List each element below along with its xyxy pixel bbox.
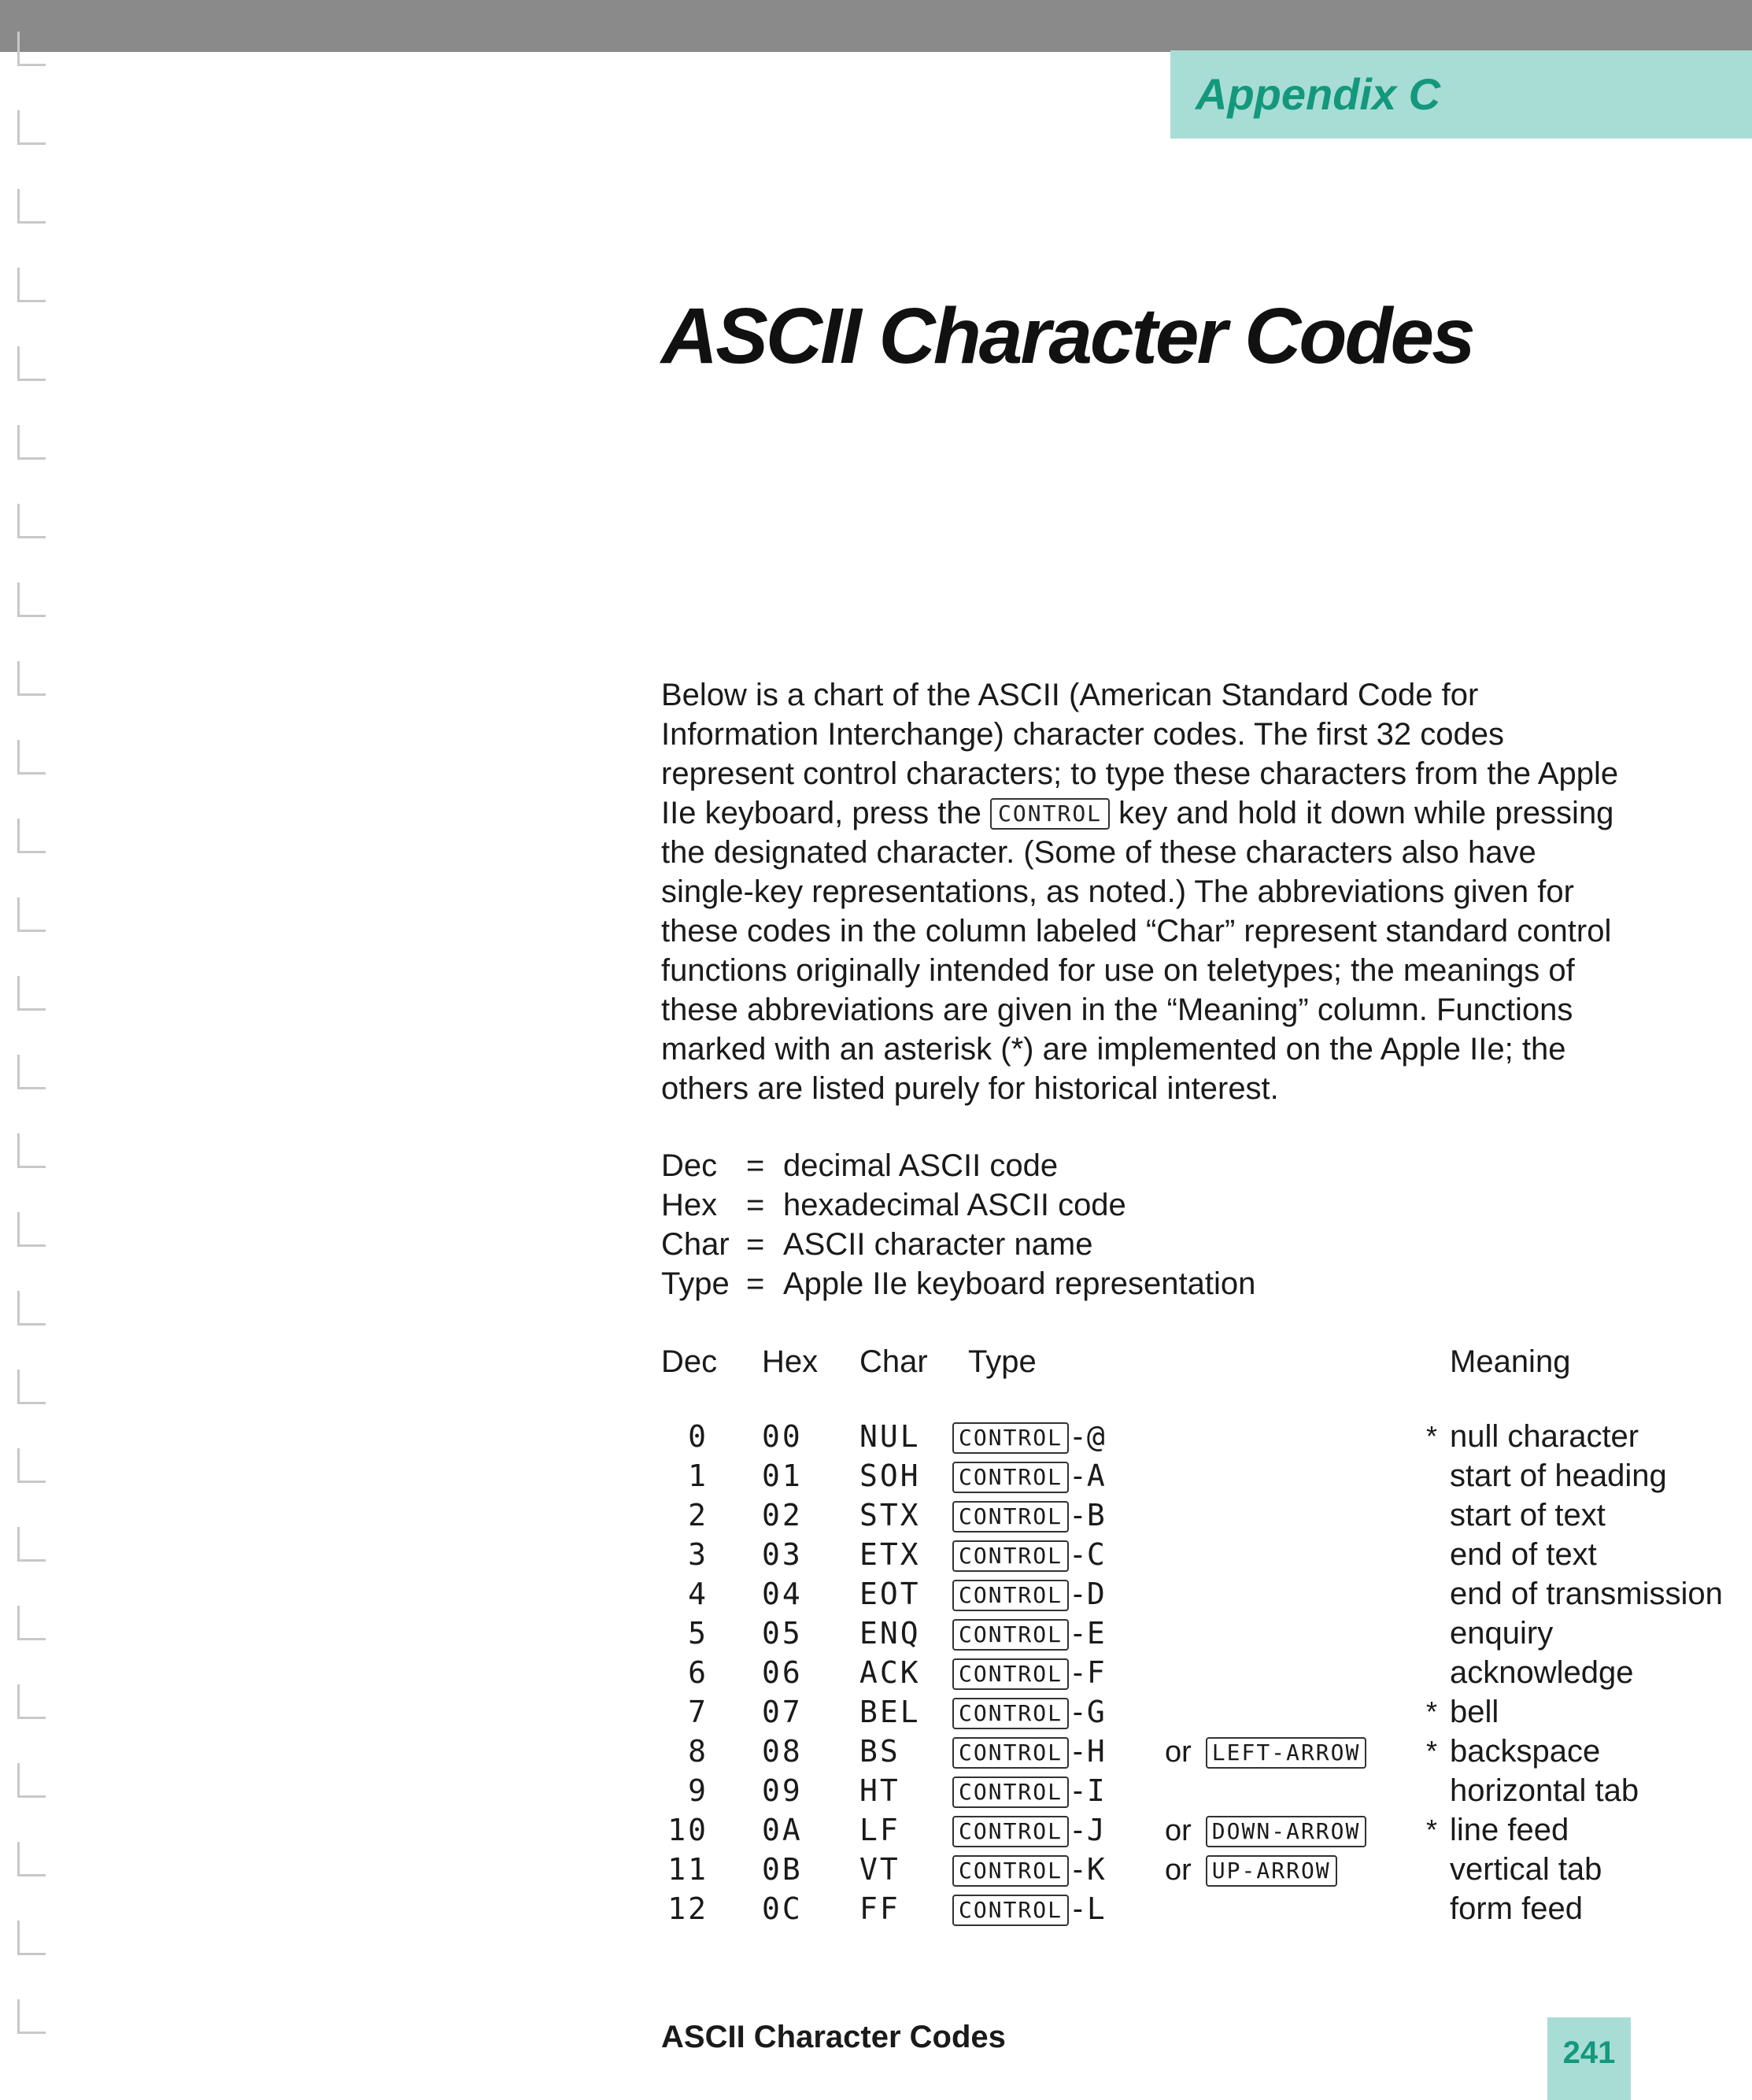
cell-dec: 5 [688, 1616, 708, 1651]
binding-ring [17, 1291, 46, 1325]
cell-type [952, 1614, 1105, 1653]
cell-hex: 00 [762, 1419, 803, 1454]
key-suffix: -H [1069, 1734, 1105, 1769]
table-row [661, 1889, 1747, 1928]
cell-dec: 4 [688, 1577, 708, 1611]
key-suffix: -E [1069, 1616, 1105, 1651]
legend-definition: ASCII character name [783, 1227, 1093, 1262]
key-suffix: -C [1069, 1537, 1105, 1572]
control-key-cap: CONTROL [952, 1698, 1069, 1729]
cell-char: FF [859, 1891, 900, 1926]
key-suffix: -@ [1069, 1419, 1105, 1454]
cell-dec: 11 [667, 1852, 708, 1887]
asterisk-marker: * [1426, 1813, 1438, 1846]
cell-meaning: start of heading [1450, 1459, 1667, 1493]
binding-ring [17, 1999, 46, 2034]
cell-hex: 07 [762, 1695, 803, 1729]
cell-type [952, 1574, 1105, 1614]
cell-type [952, 1850, 1105, 1889]
header-char: Char [859, 1344, 928, 1379]
cell-type [952, 1417, 1105, 1456]
cell-hex: 09 [762, 1773, 803, 1808]
binding-ring [17, 1763, 46, 1798]
cell-dec: 10 [667, 1813, 708, 1847]
or-text: or [1165, 1854, 1192, 1887]
key-suffix: -L [1069, 1891, 1105, 1926]
legend-term: Type [661, 1266, 730, 1301]
binding-ring [17, 897, 46, 932]
intro-text-part2: key and hold it down while pressing the designated character. (Some of these characters also have single-key representations, as noted.) The abbreviations given for these codes in the column labeled “Char” represent standard control functions originally intended for use on teletypes; the meanings of these abbreviations are given in the “Meaning” column. Functions marked with an asterisk (*) are implemented on the Apple IIe; the others are listed purely for historical interest. [661, 796, 1614, 1106]
control-key-cap: CONTROL [952, 1540, 1069, 1572]
table-row [661, 1732, 1747, 1771]
or-text: or [1165, 1736, 1192, 1769]
key-suffix: -B [1069, 1498, 1105, 1532]
cell-meaning: end of text [1450, 1537, 1597, 1572]
cell-char: VT [859, 1852, 900, 1887]
cell-meaning: bell [1450, 1695, 1499, 1729]
binding-ring [17, 346, 46, 381]
header-dec: Dec [661, 1344, 718, 1379]
table-row [661, 1456, 1747, 1496]
key-suffix: -A [1069, 1459, 1105, 1493]
binding-ring [17, 1606, 46, 1640]
table-header [661, 1338, 1747, 1385]
control-key-cap: CONTROL [952, 1658, 1069, 1690]
page-title: ASCII Character Codes [661, 292, 1473, 380]
intro-paragraph [661, 675, 1637, 1108]
legend-equals: = [746, 1188, 765, 1222]
cell-type [952, 1653, 1105, 1692]
control-key-cap: CONTROL [952, 1501, 1069, 1532]
header-type: Type [968, 1344, 1037, 1379]
cell-meaning: vertical tab [1450, 1852, 1602, 1887]
cell-type [952, 1456, 1105, 1496]
cell-dec: 3 [688, 1537, 708, 1572]
footer-section-title: ASCII Character Codes [661, 2020, 1006, 2054]
cell-char: NUL [859, 1419, 921, 1454]
cell-alt-key [1165, 1732, 1366, 1772]
table-row [661, 1574, 1747, 1614]
table-row [661, 1417, 1747, 1456]
cell-dec: 12 [667, 1891, 708, 1926]
top-gray-bar [0, 0, 1752, 52]
legend-equals: = [746, 1227, 765, 1262]
table-row [661, 1771, 1747, 1810]
binding-ring [17, 110, 46, 145]
table-row [661, 1535, 1747, 1574]
cell-meaning: end of transmission [1450, 1577, 1723, 1611]
control-key-cap: CONTROL [952, 1580, 1069, 1611]
key-suffix: -F [1069, 1655, 1105, 1690]
binding-ring [17, 189, 46, 224]
legend-definition: hexadecimal ASCII code [783, 1188, 1126, 1222]
cell-char: SOH [859, 1459, 921, 1493]
arrow-key-cap: LEFT-ARROW [1206, 1737, 1367, 1769]
appendix-label: Appendix C [1170, 50, 1752, 139]
cell-dec: 9 [688, 1773, 708, 1808]
cell-dec: 7 [688, 1695, 708, 1729]
spiral-binding [0, 31, 55, 2094]
cell-type [952, 1692, 1105, 1732]
cell-meaning: start of text [1450, 1498, 1606, 1532]
legend-equals: = [746, 1266, 765, 1301]
legend-definition: decimal ASCII code [783, 1148, 1059, 1183]
control-key-cap: CONTROL [952, 1855, 1069, 1887]
legend-definition: Apple IIe keyboard representation [783, 1266, 1256, 1301]
cell-char: BS [859, 1734, 900, 1769]
binding-ring [17, 740, 46, 775]
key-suffix: -G [1069, 1695, 1105, 1729]
binding-ring [17, 1133, 46, 1168]
key-suffix: -K [1069, 1852, 1105, 1887]
binding-ring [17, 504, 46, 538]
binding-ring [17, 31, 46, 66]
cell-char: LF [859, 1813, 900, 1847]
asterisk-marker: * [1426, 1735, 1438, 1767]
binding-ring [17, 819, 46, 853]
cell-dec: 1 [688, 1459, 708, 1493]
binding-ring [17, 425, 46, 460]
cell-type [952, 1810, 1105, 1850]
control-key-cap: CONTROL [952, 1619, 1069, 1651]
binding-ring [17, 1370, 46, 1404]
or-text: or [1165, 1814, 1192, 1847]
cell-meaning: acknowledge [1450, 1655, 1634, 1690]
key-suffix: -J [1069, 1813, 1105, 1847]
control-key-cap: CONTROL [952, 1816, 1069, 1847]
cell-type [952, 1732, 1105, 1771]
header-hex: Hex [762, 1344, 819, 1379]
cell-hex: 05 [762, 1616, 803, 1651]
key-suffix: -I [1069, 1773, 1105, 1808]
cell-hex: 06 [762, 1655, 803, 1690]
control-key-cap: CONTROL [952, 1776, 1069, 1808]
cell-alt-key [1165, 1850, 1337, 1890]
control-key-cap: CONTROL [952, 1422, 1069, 1454]
control-key-cap: CONTROL [990, 798, 1110, 830]
cell-char: ETX [859, 1537, 921, 1572]
cell-meaning: line feed [1450, 1813, 1569, 1847]
cell-char: ACK [859, 1655, 921, 1690]
table-row [661, 1614, 1747, 1653]
binding-ring [17, 1212, 46, 1247]
cell-meaning: backspace [1450, 1734, 1601, 1769]
control-key-cap: CONTROL [952, 1462, 1069, 1493]
arrow-key-cap: DOWN-ARROW [1206, 1816, 1367, 1847]
cell-hex: 08 [762, 1734, 803, 1769]
cell-char: BEL [859, 1695, 921, 1729]
binding-ring [17, 661, 46, 696]
binding-ring [17, 1527, 46, 1562]
cell-hex: 03 [762, 1537, 803, 1572]
legend-term: Hex [661, 1188, 718, 1222]
binding-ring [17, 268, 46, 302]
binding-ring [17, 1055, 46, 1089]
binding-ring [17, 1842, 46, 1876]
legend-term: Dec [661, 1148, 718, 1183]
cell-hex: 04 [762, 1577, 803, 1611]
cell-dec: 0 [688, 1419, 708, 1454]
cell-meaning: horizontal tab [1450, 1773, 1639, 1808]
cell-type [952, 1496, 1105, 1535]
cell-char: HT [859, 1773, 900, 1808]
binding-ring [17, 1684, 46, 1719]
header-meaning: Meaning [1450, 1344, 1571, 1379]
cell-type [952, 1771, 1105, 1810]
cell-char: EOT [859, 1577, 921, 1611]
cell-char: STX [859, 1498, 921, 1532]
cell-hex: 0C [762, 1891, 803, 1926]
cell-meaning: null character [1450, 1419, 1639, 1454]
cell-alt-key [1165, 1810, 1366, 1850]
cell-dec: 2 [688, 1498, 708, 1532]
control-key-cap: CONTROL [952, 1737, 1069, 1769]
table-body [661, 1417, 1747, 1928]
key-suffix: -D [1069, 1577, 1105, 1611]
cell-char: ENQ [859, 1616, 921, 1651]
cell-hex: 02 [762, 1498, 803, 1532]
ascii-table [661, 1338, 1747, 1926]
binding-ring [17, 1921, 46, 1955]
cell-dec: 6 [688, 1655, 708, 1690]
binding-ring [17, 976, 46, 1011]
cell-dec: 8 [688, 1734, 708, 1769]
binding-ring [17, 1448, 46, 1483]
cell-meaning: form feed [1450, 1891, 1583, 1926]
cell-meaning: enquiry [1450, 1616, 1554, 1651]
table-row [661, 1496, 1747, 1535]
asterisk-marker: * [1426, 1695, 1438, 1728]
control-key-cap: CONTROL [952, 1895, 1069, 1926]
table-row [661, 1810, 1747, 1850]
cell-hex: 0B [762, 1852, 803, 1887]
binding-ring [17, 582, 46, 617]
table-row [661, 1692, 1747, 1732]
table-row [661, 1850, 1747, 1889]
legend-term: Char [661, 1227, 730, 1262]
cell-type [952, 1889, 1105, 1928]
arrow-key-cap: UP-ARROW [1206, 1855, 1337, 1887]
table-row [661, 1653, 1747, 1692]
legend-equals: = [746, 1148, 765, 1183]
asterisk-marker: * [1426, 1420, 1438, 1452]
cell-type [952, 1535, 1105, 1574]
page-number: 241 [1547, 2017, 1631, 2100]
cell-hex: 01 [762, 1459, 803, 1493]
cell-hex: 0A [762, 1813, 803, 1847]
intro-text-part1: Below is a chart of the ASCII (American Standard Code for Information Interchange) character codes. The first 32 codes represent control characters; to type these characters from the Apple IIe keyboard, press the [661, 678, 1619, 830]
